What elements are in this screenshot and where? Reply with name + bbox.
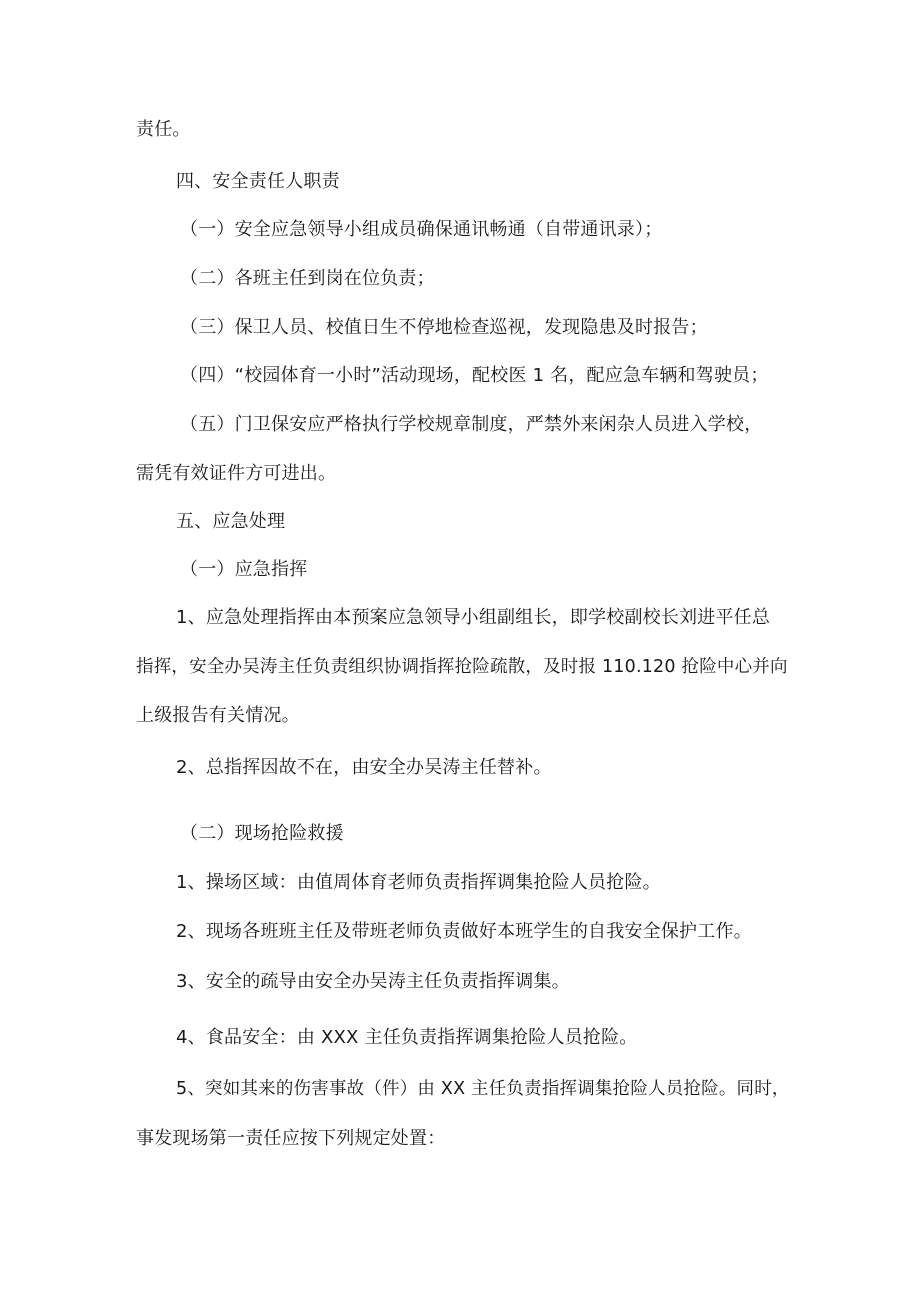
section-heading-5: 五、应急处理: [176, 511, 286, 532]
text-line-19: 4、食品安全：由 XXX 主任负责指挥调集抢险人员抢险。: [176, 1027, 638, 1048]
text-line-20: 5、突如其来的伤害事故（件）由 XX 主任负责指挥调集抢险人员抢险。同时，: [176, 1079, 790, 1099]
text-line-18: 3、安全的疏导由安全办吴涛主任负责指挥调集。: [176, 971, 570, 992]
subsection-heading-2: （二）现场抢险救援: [180, 823, 344, 844]
text-line-13: 上级报告有关情况。: [136, 705, 300, 726]
text-line-3: （一）安全应急领导小组成员确保通讯畅通（自带通讯录）；: [180, 219, 663, 240]
text-line-16: 1、操场区域：由值周体育老师负责指挥调集抢险人员抢险。: [176, 872, 661, 893]
text-line-1: 责任。: [136, 119, 191, 140]
text-line-6: （四）“校园体育一小时”活动现场，配校医 1 名，配应急车辆和驾驶员；: [180, 365, 769, 386]
text-line-11: 1、应急处理指挥由本预案应急领导小组副组长，即学校副校长刘进平任总: [176, 607, 771, 628]
text-line-8: 需凭有效证件方可进出。: [136, 463, 337, 484]
subsection-heading-1: （一）应急指挥: [180, 559, 308, 580]
section-heading-4: 四、安全责任人职责: [176, 171, 340, 192]
text-line-7: （五）门卫保安应严格执行学校规章制度，严禁外来闲杂人员进入学校，: [180, 414, 763, 435]
text-line-12: 指挥，安全办吴涛主任负责组织协调指挥抢险疏散，及时报 110.120 抢险中心并向: [136, 657, 788, 677]
text-line-4: （二）各班主任到岗在位负责；: [180, 268, 435, 289]
text-line-5: （三）保卫人员、校值日生不停地检查巡视，发现隐患及时报告；: [180, 317, 708, 338]
text-line-14: 2、总指挥因故不在，由安全办吴涛主任替补。: [176, 757, 552, 778]
text-line-21: 事发现场第一责任应按下列规定处置：: [136, 1128, 446, 1149]
text-line-17: 2、现场各班班主任及带班老师负责做好本班学生的自我安全保护工作。: [176, 921, 752, 942]
